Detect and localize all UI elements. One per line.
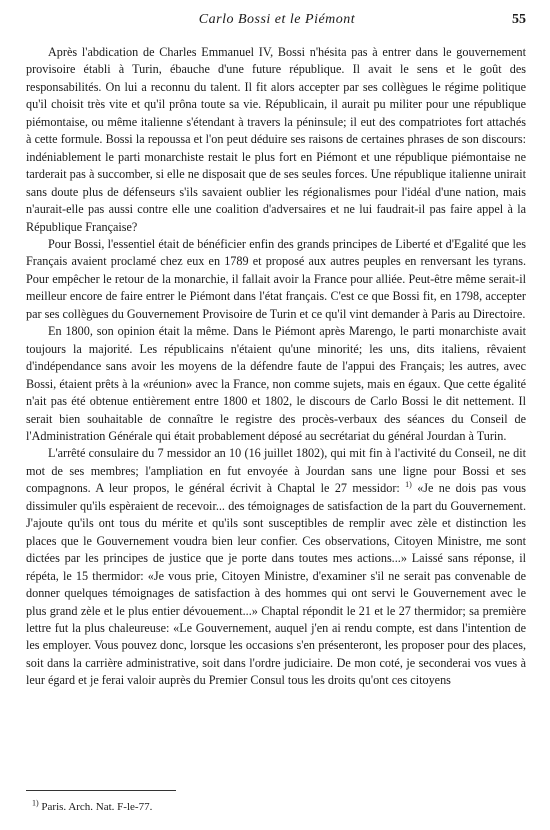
footnote-reference[interactable]: 1) (405, 480, 412, 490)
paragraph-text: «Je ne dois pas vous dissimuler qu'ils espèraient de recevoir... des témoignages de satisfaction de la part du Gouvernement. J'ajoute qu'ils ont tous du mérite et qu'ils sont susceptibles de remplir avec zèle et distinction les places que le Gouvernement voudra bien leur confier. Ces observations, Citoyen Ministre, me sont dictées par les principes de justice que je porte dans toutes mes actions...» Laissé sans réponse, il répéta, le 15 thermidor: «Je vous prie, Citoyen Ministre, d'examiner s'il ne serait pas convenable de donner quelques témoignages de satisfaction à des hommes qui ont servi le Gouvernement avec le plus grand zèle et le plus entier dévouement...» Chaptal répondit le 21 et le 27 thermidor; sa première lettre fut la plus chaleureuse: «Le Gouvernement, auquel j'en ai rendu compte, est dans l'intention de les employer. Vous pouvez donc, lorsque les occasions s'en présenteront, les proposer pour des places, soit dans la carrière administrative, soit dans l'ordre judiciaire. De mon coté, je seconderai vos vues à leur égard et je ferai valoir auprès du Premier Consul tous les droits qu'ont ces citoyens (26, 481, 526, 688)
body-text (26, 44, 526, 690)
footnote-text: Paris. Arch. Nat. F-le-77. (38, 801, 153, 813)
running-title: Carlo Bossi et le Piémont (198, 12, 356, 27)
footnote-separator (26, 790, 176, 791)
paragraph (26, 445, 526, 689)
paragraph: En 1800, son opinion était la même. Dans le Piémont après Marengo, le parti monarchiste avait toujours la majorité. Les républicains n'étaient qu'une minorité; les uns, dits italiens, rêvaient d'indépendance sans avoir les moyens de la défendre faute de l'appui des Français; les autres, avec Bossi, étaient prêts à la «réunion» avec la France, non comme sujets, mais en égaux. Que cette égalité n'ait pas été obtenue entièrement entre 1800 et 1802, le discours de Carlo Bossi le dit nettement. Il serait bien souhaitable de connaître le registre des procès-verbaux des séances du Conseil de l'Administration Générale qui était probablement déposé au secrétariat du général Jourdan à Turin. (26, 324, 526, 443)
page-number: 55 (512, 12, 526, 27)
paragraph-text: L'arrêté consulaire du 7 messidor an 10 (16 juillet 1802), qui mit fin à l'activité du Conseil, ne dit mot de ses membres; l'ampliation en fut envoyée à Jourdan sans une ligne pour Bossi et ses compagnons. A leur propos, le général écrivit à Chaptal le 27 messidor: (26, 446, 526, 496)
paragraph: Pour Bossi, l'essentiel était de bénéficier enfin des grands principes de Liberté et d'Egalité que les Français avaient proclamé chez eux en 1789 et proposé aux autres peuples en renversant les tyrans. Pour empêcher le retour de la monarchie, il fallait avoir la France pour alliée. Peut-être même serait-il meilleur encore de faire entrer le Piémont dans l'état français. C'est ce que Bossi fit, en 1798, accepter par ses collègues du Gouvernement Provisoire de Turin et ce qu'il vint demander à Paris au Directoire. (26, 236, 526, 321)
paragraph: Après l'abdication de Charles Emmanuel IV, Bossi n'hésita pas à entrer dans le gouvernement provisoire établi à Turin, ébauche d'une future république. Il avait le sens et le goût des responsabilités. On lui a reconnu du talent. Il fit alors accepter par ses collègues le régime politique qu'il choisit très vite et qu'il prôna toute sa vie. Républicain, il aurait pu militer pour une république piémontaise, ou même italienne s'étendant à travers la péninsule; il eut des compatriotes fort attachés à cette formule. Bossi la repoussa et l'on peut déduire ses raisons de certaines phrases de son discours: indéniablement le parti monarchiste restait le plus fort en Piémont et une république piémontaise ne tarderait pas à succomber, si elle ne disposait que de ses seules forces. Une république italienne unirait sans doute plus de défenseurs s'ils savaient oublier les régionalismes pour l'idéal d'une nation, mais n'aurait-elle pas aussi contre elle une coalition d'adversaires et ne lui faudrait-il pas faire appel à la République Française? (26, 45, 526, 234)
page-header (28, 12, 526, 32)
footnote-marker: 1) (32, 798, 39, 808)
footnote (32, 798, 153, 813)
